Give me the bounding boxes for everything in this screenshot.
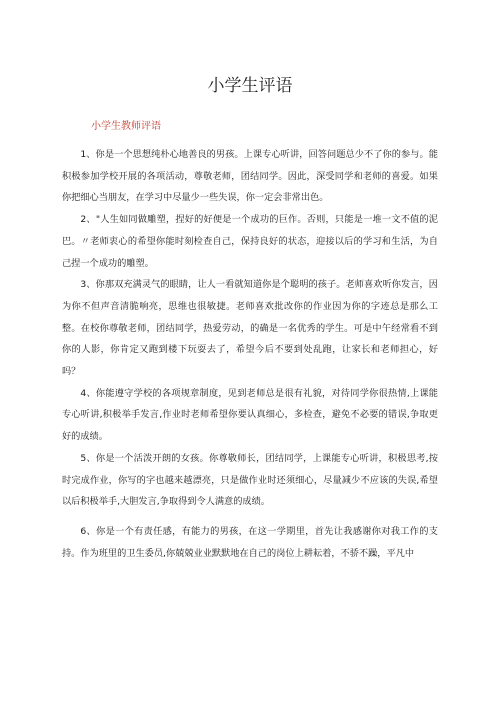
paragraph-3: 3、你那双充满灵气的眼睛，让人一看就知道你是个聪明的孩子。老师喜欢听你发言，因为你不但声音清脆响亮，思维也很敏捷。老师喜欢批改你的作业因为你的字迹总是那么工整。在校你尊敬老师，团结同学，热爱劳动，的确是一名优秀的学生。可是中午经常看不到你的人影，你肯定又跑到楼下玩耍去了，希望今后不要到处乱跑，让家长和老师担心，好吗？ — [62, 279, 438, 378]
paragraph-5: 5、你是一个活泼开朗的女孩。你尊敬师长，团结同学，上课能专心听讲，积极思考,按时完成作业，你写的字也越来越漂亮，只是做作业时还须细心，尽量减少不应该的失误,希望以后积极举手,大胆发言,争取得到令人满意的成绩。 — [62, 452, 438, 508]
paragraph-6: 6、你是一个有责任感，有能力的男孩，在这一学期里，首先让我感谢你对我工作的支持。作为班里的卫生委员,你兢兢业业默默地在自己的岗位上耕耘着，不骄不躁，平凡中 — [62, 525, 438, 559]
paragraph-4: 4、你能遵守学校的各项规章制度，见到老师总是很有礼貌，对待同学你很热情,上课能专心听讲,积极举手发言,作业时老师希望你要认真细心，多检查，避免不必要的错误,争取更好的成绩。 — [62, 387, 438, 443]
document-title: 小学生评语 — [207, 76, 293, 96]
paragraph-1: 1、你是一个思想纯朴心地善良的男孩。上课专心听讲，回答问题总少不了你的参与。能积极参加学校开展的各项活动，尊敬老师，团结同学。因此，深受同学和老师的喜爱。如果你把细心当朋友，在学习中尽量少一些失误，你一定会非常出色。 — [62, 149, 438, 204]
document-body — [62, 144, 438, 564]
document-subtitle: 小学生教师评语 — [91, 121, 161, 132]
paragraph-2: 2、"人生如同做雕塑，捏好的好便是一个成功的巨作。否则，只能是一堆一文不值的泥巴。〃老师衷心的希望你能时刻检查自己，保持良好的状态，迎接以后的学习和生活，为自己捏一个成功的雕塑。 — [62, 214, 438, 269]
